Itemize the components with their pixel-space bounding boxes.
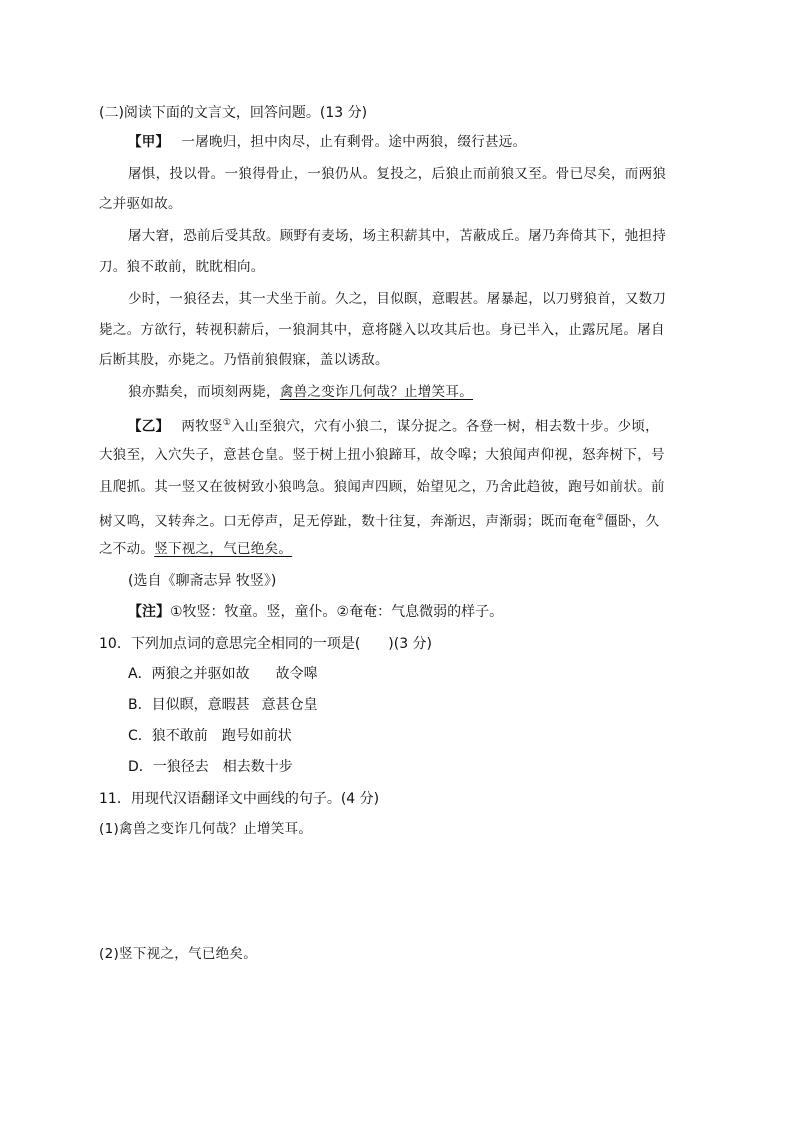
passage-yi-line4 bbox=[99, 508, 734, 532]
question-11-stem: 11．用现代汉语翻译文中画线的句子。(4 分) bbox=[99, 791, 380, 807]
passage-yi-line3: 且爬抓。其一竖又在彼树致小狼鸣急。狼闻声四顾，始望见之，乃舍此趋彼，跑号如前状。前 bbox=[99, 479, 665, 495]
passage-yi-l4a: 树又鸣，又转奔之。口无停声，足无停趾，数十往复，奔渐迟，声渐弱；既而奄奄 bbox=[99, 513, 596, 530]
passage-yi-line5 bbox=[99, 539, 734, 559]
option-right: 故令嗥 bbox=[275, 666, 318, 682]
passage-jia-para-1 bbox=[128, 132, 734, 152]
option-right: 相去数十步 bbox=[222, 759, 293, 775]
passage-jia-p2-line2: 之并驱如故。 bbox=[99, 196, 182, 212]
passage-yi-l1b: 入山至狼穴，穴有小狼二，谋分捉之。各登一树，相去数十步。少顷， bbox=[231, 418, 659, 435]
passage-yi-line2: 大狼至，入穴失子，意甚仓皇。竖于树上扭小狼蹄耳，故令嗥；大狼闻声仰视，怒奔树下，号 bbox=[99, 447, 665, 463]
passage-jia-label: 【甲】 bbox=[128, 134, 170, 150]
passage-jia-p4-line2: 毙之。方欲行，转视积薪后，一狼洞其中，意将隧入以攻其后也。身已半入，止露尻尾。屠自 bbox=[99, 322, 665, 338]
footnote-marker-2: ② bbox=[595, 513, 605, 523]
passage-yi-l1a: 两牧竖 bbox=[181, 418, 223, 435]
passage-yi-l5-plain: 之不动。 bbox=[99, 541, 155, 557]
passage-jia-p5-plain: 狼亦黠矣，而顷刻两毙， bbox=[128, 384, 280, 400]
underlined-sentence-2: 竖下视之，气已绝矣。 bbox=[154, 541, 293, 557]
passage-yi-line1 bbox=[128, 413, 734, 437]
passage-jia-p5 bbox=[128, 382, 734, 402]
option-right: 跑号如前状 bbox=[221, 728, 292, 744]
notes-line bbox=[128, 602, 734, 622]
notes-text: ①牧竖：牧童。竖，童仆。②奄奄：气息微弱的样子。 bbox=[170, 604, 504, 620]
question-11-item-2: (2)竖下视之，气已绝矣。 bbox=[99, 946, 258, 962]
passage-jia-p1: 一屠晚归，担中肉尽，止有剩骨。途中两狼，缀行甚远。 bbox=[181, 134, 527, 150]
option-letter: C． bbox=[128, 728, 152, 744]
option-left: 狼不敢前 bbox=[151, 728, 208, 744]
question-10-option-b bbox=[128, 695, 734, 715]
option-left: 目似瞑，意暇甚 bbox=[151, 697, 250, 713]
option-letter: B． bbox=[128, 697, 152, 713]
source-citation: (选自《聊斋志异 牧竖》) bbox=[128, 573, 277, 589]
section-heading: (二)阅读下面的文言文，回答问题。(13 分) bbox=[99, 105, 368, 121]
question-10-option-a bbox=[128, 664, 734, 684]
question-10-option-d bbox=[128, 757, 734, 777]
option-right: 意甚仓皇 bbox=[261, 697, 318, 713]
passage-jia-p4-line3: 后断其股，亦毙之。乃悟前狼假寐，盖以诱敌。 bbox=[99, 352, 389, 368]
passage-jia-p3-line2: 刀。狼不敢前，眈眈相向。 bbox=[99, 259, 265, 275]
passage-yi-l4b: 僵卧，久 bbox=[604, 513, 660, 530]
option-letter: A． bbox=[128, 666, 152, 682]
question-11-item-1: (1)禽兽之变诈几何哉？止增笑耳。 bbox=[99, 821, 313, 837]
question-10-option-c bbox=[128, 726, 734, 746]
passage-jia-p2-line1: 屠惧，投以骨。一狼得骨止，一狼仍从。复投之，后狼止而前狼又至。骨已尽矣，而两狼 bbox=[128, 166, 667, 182]
option-letter: D． bbox=[128, 759, 153, 775]
option-left: 一狼径去 bbox=[152, 759, 209, 775]
passage-jia-p3-line1: 屠大窘，恐前后受其敌。顾野有麦场，场主积薪其中，苫蔽成丘。屠乃奔倚其下，弛担持 bbox=[128, 228, 667, 244]
question-10-stem: 10．下列加点词的意思完全相同的一项是( )(3 分) bbox=[99, 636, 433, 652]
option-left: 两狼之并驱如故 bbox=[151, 666, 250, 682]
passage-yi-label: 【乙】 bbox=[128, 418, 170, 435]
footnote-marker-1: ① bbox=[222, 418, 232, 428]
notes-label: 【注】 bbox=[128, 604, 170, 620]
passage-jia-p4-line1: 少时，一狼径去，其一犬坐于前。久之，目似瞑，意暇甚。屠暴起，以刀劈狼首，又数刀 bbox=[128, 291, 667, 307]
underlined-sentence-1: 禽兽之变诈几何哉？止增笑耳。 bbox=[279, 384, 474, 400]
